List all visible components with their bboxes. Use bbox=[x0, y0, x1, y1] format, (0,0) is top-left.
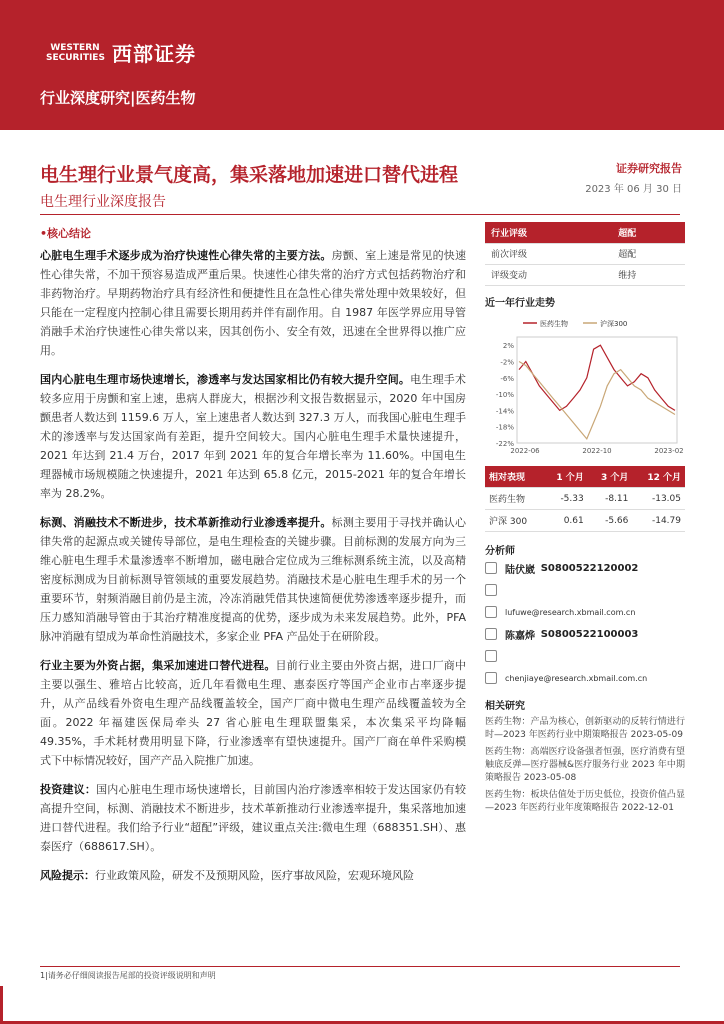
rating-header-label: 行业评级 bbox=[485, 222, 612, 243]
perf-header: 1 个月 bbox=[543, 466, 588, 488]
rating-header-value: 超配 bbox=[612, 222, 685, 243]
paragraph-lead: 心脏电生理手术逐步成为治疗快速性心律失常的主要方法。 bbox=[40, 249, 332, 262]
perf-cell: -5.33 bbox=[543, 488, 588, 510]
analyst-row bbox=[485, 557, 685, 579]
perf-cell: -14.79 bbox=[632, 510, 685, 532]
y-tick-label: -10% bbox=[495, 390, 514, 399]
perf-cell: -8.11 bbox=[588, 488, 633, 510]
person-icon bbox=[485, 562, 497, 574]
y-tick-label: 2% bbox=[502, 341, 514, 350]
chart-frame bbox=[517, 337, 677, 443]
legend-label: 医药生物 bbox=[540, 319, 568, 328]
paragraph-lead: 行业主要为外资占据，集采加速进口替代进程。 bbox=[40, 659, 276, 672]
main-body bbox=[40, 246, 466, 895]
logo-chinese: 西部证券 bbox=[112, 42, 196, 66]
perf-cell: -13.05 bbox=[632, 488, 685, 510]
perf-cell: 0.61 bbox=[543, 510, 588, 532]
paragraph bbox=[40, 513, 466, 646]
performance-table bbox=[485, 466, 685, 533]
analyst-row bbox=[485, 579, 685, 601]
paragraph-text: 标测主要用于寻找并确认心律失常的起源点或关键传导部位，是电生理检查的关键步骤。目前标测的发展方向为三维心脏电生理手术量渗透率不断增加，磁电融合定位成为三维标测系统主流，以及高精密度标测成为目前标测导管领域的重要发展趋势。消融技术是心脏电生理手术的另一个重要环节，射频消融目前仍是主流，冷冻消融凭借其快速简便优势渗透率逐步提升，而压力感知消融导管由于其治疗精准度提高的优势，逐步成为未来发展趋势。此外，PFA 脉冲消融有望成为革命性消融技术，多家企业 PFA 产品处于在研阶段。 bbox=[40, 516, 467, 643]
related-item[interactable]: 医药生物：板块估值处于历史低位，投资价值凸显—2023 年医药行业年度策略报告 2022-12-01 bbox=[485, 790, 685, 813]
y-tick-label: -6% bbox=[500, 374, 514, 383]
analyst-email[interactable]: chenjiaye@research.xbmail.com.cn bbox=[505, 673, 648, 683]
phone-icon bbox=[485, 584, 497, 596]
rating-label: 评级变动 bbox=[485, 264, 612, 285]
y-tick-label: -2% bbox=[500, 357, 514, 366]
rating-value: 维持 bbox=[612, 264, 685, 285]
y-tick-label: -22% bbox=[495, 439, 514, 448]
y-tick-label: -18% bbox=[495, 423, 514, 432]
paragraph-lead: 国内心脏电生理市场快速增长，渗透率与发达国家相比仍有较大提升空间。 bbox=[40, 373, 411, 386]
series-line bbox=[519, 361, 675, 438]
paragraph-text: 电生理手术较多应用于房颤和室上速，患病人群庞大，根据沙利文报告数据显示，2020 年中国房颤患者人数达到 1159.6 万人，室上速患者人数达到 327.3 万人，而我国心脏电生理手术的渗透率与发达国家尚有差距，提升空间较大。国内心脏电生理手术量快速提升，2021 年达到 21.4 万台，2017 年到 2021 年的复合年增长率为 11.60%。中国电生理器械市场规模随之快速提升，2021 年达到 65.8 亿元，2015-2021 年的复合年增长率为 28.2%。 bbox=[40, 373, 467, 500]
analyst-row bbox=[485, 601, 685, 623]
analyst-name: 陈嘉烨 bbox=[505, 630, 535, 642]
perf-cell: 医药生物 bbox=[485, 488, 543, 510]
report-subtitle: 电生理行业深度报告 bbox=[40, 194, 166, 210]
analyst-code: S0800522100003 bbox=[540, 628, 639, 640]
perf-header: 3 个月 bbox=[588, 466, 633, 488]
paragraph-lead: 标测、消融技术不断进步，技术革新推动行业渗透率提升。 bbox=[40, 516, 332, 529]
email-icon bbox=[485, 606, 497, 618]
perf-header: 相对表现 bbox=[485, 466, 543, 488]
paragraph-lead: 风险提示： bbox=[40, 869, 95, 882]
trend-chart bbox=[485, 315, 685, 458]
logo-english: WESTERN SECURITIES bbox=[46, 42, 105, 63]
trend-chart-svg bbox=[485, 315, 685, 455]
analyst-label: 分析师 bbox=[485, 546, 515, 557]
paragraph-text: 房颤、室上速是常见的快速性心律失常，不加干预容易造成严重后果。快速性心律失常的治疗方式包括药物治疗和非药物治疗。早期药物治疗具有经济性和便捷性且在急性心律失常处理中效果较好，但只能在一定程度内控制心律且需要长期用药并伴有副作用。自 1987 年医学界应用导管消融手术治疗快速性心律失常以来，因其创伤小、安全有效，迅速在全世界得以推广应用。 bbox=[40, 249, 467, 357]
perf-cell: -5.66 bbox=[588, 510, 633, 532]
paragraph bbox=[40, 656, 466, 770]
paragraph-text: 目前行业主要由外资占据，进口厂商中主要以强生、雅培占比较高，近几年看微电生理、惠泰医疗等国产企业市占率逐步提升，从产品线看外资电生理产品线覆盖较全，国产厂商中微电生理产品线覆盖较为全面。2022 年福建医保局牵头 27 省心脏电生理联盟集采，本次集采平均降幅 49.35%，手术耗材费用明显下降，行业渗透率有望快速提升。国产厂商在单件采购模式下中标情况较好，国产产品入院推广加速。 bbox=[40, 659, 467, 767]
related-item[interactable]: 医药生物：高端医疗设备强者恒强，医疗消费有望触底反弹—医疗器械&医疗服务行业 2023 年中期策略报告 2023-05-08 bbox=[485, 747, 685, 783]
paragraph bbox=[40, 246, 466, 360]
x-tick-label: 2023-02 bbox=[654, 446, 684, 455]
footer-divider bbox=[40, 966, 680, 967]
analyst-row bbox=[485, 623, 685, 645]
rating-table bbox=[485, 222, 685, 286]
x-tick-label: 2022-06 bbox=[510, 446, 540, 455]
paragraph-text: 国内心脏电生理市场快速增长，目前国内治疗渗透率相较于发达国家仍有较高提升空间，标测、消融技术不断进步，技术革新推动行业渗透率提升，集采落地加速进口替代进程。我们给予行业“超配”评级，建议重点关注:微电生理（688351.SH）、惠泰医疗（688617.SH）。 bbox=[40, 783, 467, 853]
x-tick-label: 2022-10 bbox=[582, 446, 612, 455]
legend-label: 沪深300 bbox=[600, 319, 628, 328]
footer-note: 1|请务必仔细阅读报告尾部的投资评级说明和声明 bbox=[40, 971, 216, 980]
analyst-email[interactable]: lufuwe@research.xbmail.com.cn bbox=[505, 607, 636, 617]
analyst-row bbox=[485, 645, 685, 667]
analyst-code: S0800522120002 bbox=[540, 562, 639, 574]
phone-icon bbox=[485, 650, 497, 662]
paragraph-lead: 投资建议： bbox=[40, 783, 97, 796]
person-icon bbox=[485, 628, 497, 640]
sidebar bbox=[485, 222, 685, 815]
report-title: 电生理行业景气度高，集采落地加速进口替代进程 bbox=[40, 164, 459, 186]
analyst-name: 陆伏崴 bbox=[505, 564, 535, 576]
chart-label: 近一年行业走势 bbox=[485, 297, 555, 309]
perf-cell: 沪深 300 bbox=[485, 510, 543, 532]
related-item[interactable]: 医药生物：产品为核心，创新驱动的反转行情进行时—2023 年医药行业中期策略报告 2023-05-09 bbox=[485, 717, 685, 740]
rating-label: 前次评级 bbox=[485, 243, 612, 264]
company-logo bbox=[46, 38, 196, 67]
analyst-row bbox=[485, 667, 685, 689]
perf-header: 12 个月 bbox=[632, 466, 685, 488]
report-type: 行业深度研究|医药生物 bbox=[40, 89, 196, 107]
related-label: 相关研究 bbox=[485, 701, 525, 712]
email-icon bbox=[485, 672, 497, 684]
title-divider bbox=[40, 214, 680, 215]
paragraph bbox=[40, 780, 466, 856]
section-title: •核心结论 bbox=[40, 227, 92, 240]
report-tag: 证券研究报告 bbox=[616, 162, 682, 175]
report-date: 2023 年 06 月 30 日 bbox=[585, 184, 682, 195]
corner-decoration bbox=[0, 986, 50, 1024]
header-banner bbox=[0, 0, 724, 130]
paragraph-text: 行业政策风险，研发不及预期风险，医疗事故风险，宏观环境风险 bbox=[95, 869, 414, 882]
paragraph bbox=[40, 370, 466, 503]
rating-value: 超配 bbox=[612, 243, 685, 264]
y-tick-label: -14% bbox=[495, 406, 514, 415]
paragraph bbox=[40, 866, 466, 885]
